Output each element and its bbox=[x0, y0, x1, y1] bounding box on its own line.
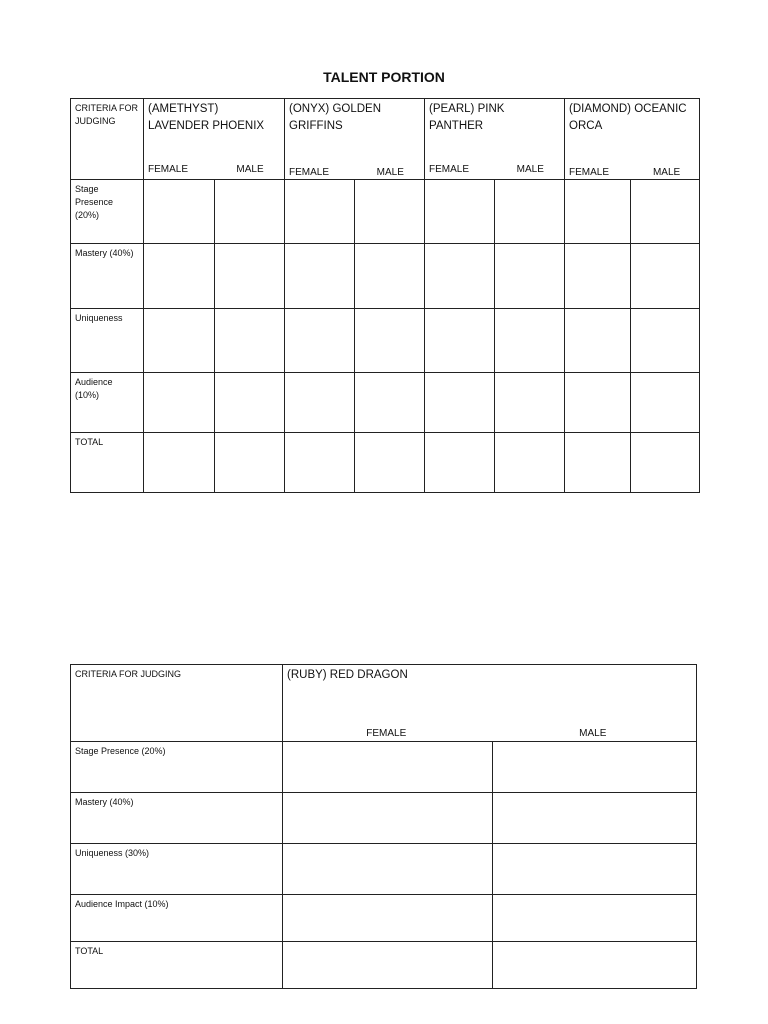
criteria-label: Stage Presence (20%) bbox=[75, 746, 166, 756]
group-cell-pearl bbox=[425, 99, 565, 180]
score-cell[interactable] bbox=[355, 244, 425, 309]
score-cell[interactable] bbox=[144, 244, 215, 309]
female-label: FEMALE bbox=[569, 167, 610, 178]
male-label: MALE bbox=[516, 164, 544, 175]
score-cell[interactable] bbox=[215, 244, 285, 309]
total-row bbox=[71, 942, 697, 989]
score-cell[interactable] bbox=[495, 244, 565, 309]
group-name: (PEARL) PINK PANTHER bbox=[429, 103, 505, 132]
score-cell[interactable] bbox=[215, 180, 285, 244]
criteria-row bbox=[71, 742, 697, 793]
criteria-header: CRITERIA FOR JUDGING bbox=[75, 669, 182, 679]
score-cell[interactable] bbox=[565, 373, 631, 433]
female-label: FEMALE bbox=[148, 164, 189, 175]
score-cell[interactable] bbox=[493, 844, 697, 895]
criteria-header: CRITERIA FOR JUDGING bbox=[75, 103, 139, 126]
score-cell[interactable] bbox=[355, 433, 425, 493]
score-cell[interactable] bbox=[631, 244, 700, 309]
score-cell[interactable] bbox=[285, 309, 355, 373]
score-cell[interactable] bbox=[565, 180, 631, 244]
total-row bbox=[71, 433, 700, 493]
score-cell[interactable] bbox=[425, 373, 495, 433]
score-cell[interactable] bbox=[425, 433, 495, 493]
male-label: MALE bbox=[376, 167, 404, 178]
group-name: (AMETHYST) LAVENDER PHOENIX bbox=[148, 103, 265, 132]
page-title: TALENT PORTION bbox=[323, 69, 445, 85]
female-label: FEMALE bbox=[429, 164, 470, 175]
score-cell[interactable] bbox=[285, 373, 355, 433]
score-cell[interactable] bbox=[565, 433, 631, 493]
score-cell[interactable] bbox=[285, 433, 355, 493]
criteria-row bbox=[71, 180, 700, 244]
score-cell[interactable] bbox=[144, 373, 215, 433]
score-cell[interactable] bbox=[355, 180, 425, 244]
score-cell[interactable] bbox=[285, 180, 355, 244]
male-label: MALE bbox=[579, 728, 607, 739]
score-cell[interactable] bbox=[425, 309, 495, 373]
criteria-row bbox=[71, 793, 697, 844]
score-cell[interactable] bbox=[425, 180, 495, 244]
criteria-label: Audience Impact (10%) bbox=[75, 899, 169, 909]
group-cell-onyx bbox=[285, 99, 425, 180]
score-cell[interactable] bbox=[355, 373, 425, 433]
talent-table-2 bbox=[70, 664, 697, 989]
score-cell[interactable] bbox=[215, 433, 285, 493]
score-cell[interactable] bbox=[565, 309, 631, 373]
talent-table-1 bbox=[70, 98, 700, 493]
score-cell[interactable] bbox=[283, 793, 493, 844]
header-row bbox=[71, 99, 700, 180]
male-label: MALE bbox=[236, 164, 264, 175]
score-cell[interactable] bbox=[493, 895, 697, 942]
score-cell[interactable] bbox=[283, 895, 493, 942]
score-cell[interactable] bbox=[283, 742, 493, 793]
score-cell[interactable] bbox=[355, 309, 425, 373]
group-name: (ONYX) GOLDEN GRIFFINS bbox=[289, 103, 382, 132]
score-cell[interactable] bbox=[631, 309, 700, 373]
group-cell-amethyst bbox=[144, 99, 285, 180]
male-label: MALE bbox=[652, 167, 681, 178]
score-cell[interactable] bbox=[493, 742, 697, 793]
group-name: (RUBY) RED DRAGON bbox=[287, 669, 408, 681]
score-cell[interactable] bbox=[215, 373, 285, 433]
group-name: (DIAMOND) OCEANIC ORCA bbox=[569, 103, 687, 132]
score-cell[interactable] bbox=[495, 309, 565, 373]
group-cell-ruby bbox=[283, 665, 697, 742]
criteria-header-cell bbox=[71, 99, 144, 180]
criteria-row bbox=[71, 309, 700, 373]
score-cell[interactable] bbox=[144, 180, 215, 244]
header-row bbox=[71, 665, 697, 742]
criteria-row bbox=[71, 895, 697, 942]
criteria-label: Mastery (40%) bbox=[75, 797, 134, 807]
criteria-header-cell bbox=[71, 665, 283, 742]
score-cell[interactable] bbox=[283, 942, 493, 989]
criteria-label: Uniqueness (30%) bbox=[75, 848, 150, 858]
score-cell[interactable] bbox=[215, 309, 285, 373]
score-cell[interactable] bbox=[144, 309, 215, 373]
criteria-label: Audience (10%) bbox=[75, 377, 113, 400]
score-cell[interactable] bbox=[283, 844, 493, 895]
score-cell[interactable] bbox=[144, 433, 215, 493]
criteria-label: Mastery (40%) bbox=[75, 248, 134, 258]
score-cell[interactable] bbox=[631, 180, 700, 244]
score-cell[interactable] bbox=[425, 244, 495, 309]
criteria-row bbox=[71, 844, 697, 895]
score-cell[interactable] bbox=[631, 433, 700, 493]
score-cell[interactable] bbox=[631, 373, 700, 433]
score-cell[interactable] bbox=[493, 793, 697, 844]
group-cell-diamond bbox=[565, 99, 700, 180]
score-cell[interactable] bbox=[495, 433, 565, 493]
score-cell[interactable] bbox=[493, 942, 697, 989]
criteria-row bbox=[71, 373, 700, 433]
female-label: FEMALE bbox=[366, 728, 407, 739]
criteria-label: Uniqueness bbox=[75, 313, 123, 323]
score-cell[interactable] bbox=[495, 373, 565, 433]
criteria-label: Stage Presence (20%) bbox=[75, 184, 114, 220]
criteria-row bbox=[71, 244, 700, 309]
total-label: TOTAL bbox=[75, 946, 104, 956]
female-label: FEMALE bbox=[289, 167, 330, 178]
score-cell[interactable] bbox=[285, 244, 355, 309]
score-cell[interactable] bbox=[565, 244, 631, 309]
total-label: TOTAL bbox=[75, 437, 104, 447]
score-cell[interactable] bbox=[495, 180, 565, 244]
